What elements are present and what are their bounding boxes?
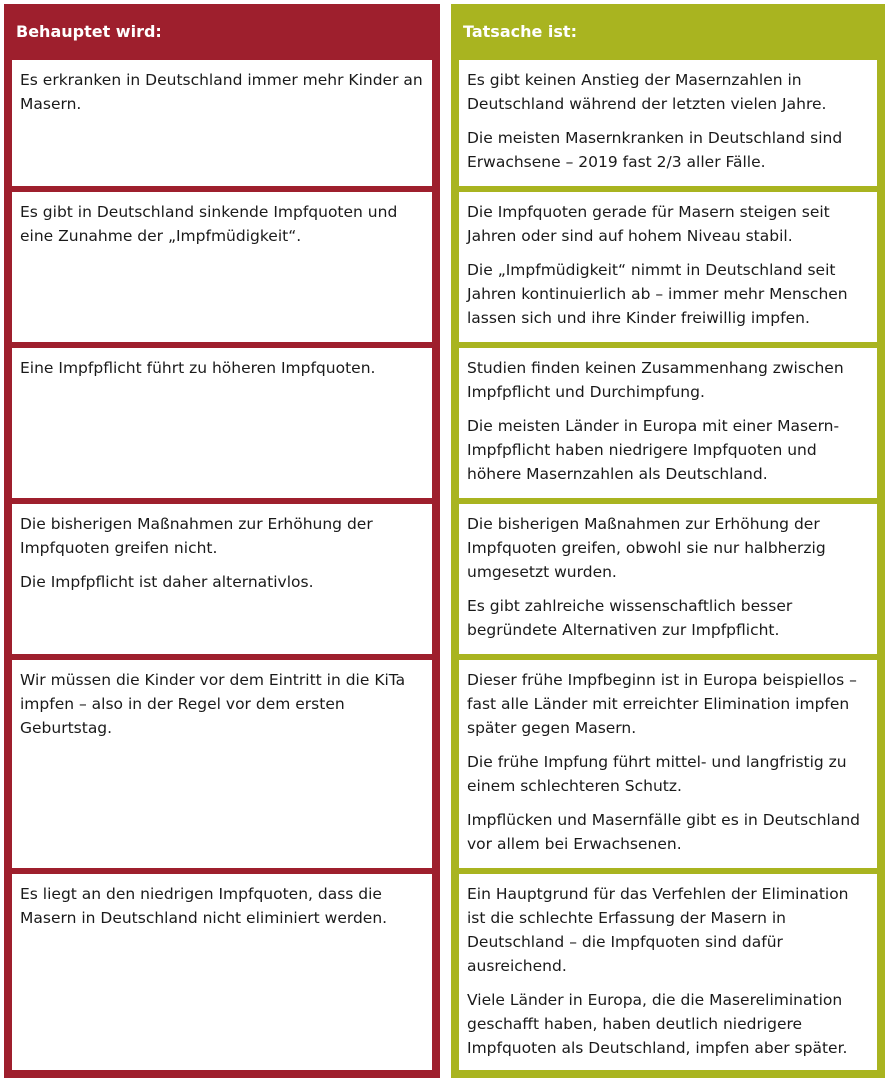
claim-cell (12, 504, 432, 654)
claims-column (4, 4, 440, 1078)
fact-text: Es gibt keinen Anstieg der Masernzahlen in Deutschland während der letzten vielen Jahre. (467, 71, 827, 113)
fact-text: Dieser frühe Impfbeginn ist in Europa beispiellos – fast alle Länder mit erreichter Elimination impfen später gegen Masern. (467, 671, 857, 737)
fact-cell (459, 60, 877, 186)
claims-header: Behauptet wird: (16, 22, 162, 41)
fact-cell (459, 874, 877, 1070)
claim-text: Wir müssen die Kinder vor dem Eintritt in die KiTa impfen – also in der Regel vor dem ersten Geburtstag. (20, 671, 406, 737)
fact-text: Ein Hauptgrund für das Verfehlen der Elimination ist die schlechte Erfassung der Masern in Deutschland – die Impfquoten sind dafür ausreichend. (467, 885, 849, 975)
facts-column (451, 4, 885, 1078)
facts-header: Tatsache ist: (463, 22, 577, 41)
claim-cell (12, 348, 432, 498)
fact-text: Die meisten Länder in Europa mit einer Masern-Impfpflicht haben niedrigere Impfquoten und höhere Masernzahlen als Deutschland. (467, 417, 840, 483)
claim-text: Es gibt in Deutschland sinkende Impfquoten und eine Zunahme der „Impfmüdigkeit“. (20, 203, 398, 245)
claim-text: Es erkranken in Deutschland immer mehr Kinder an Masern. (20, 71, 423, 113)
fact-cell (459, 660, 877, 868)
claim-text: Die bisherigen Maßnahmen zur Erhöhung der Impfquoten greifen nicht. (20, 515, 373, 557)
claim-cell (12, 192, 432, 342)
fact-cell (459, 192, 877, 342)
claim-cell (12, 660, 432, 868)
fact-text: Die bisherigen Maßnahmen zur Erhöhung der Impfquoten greifen, obwohl sie nur halbherzig umgesetzt wurden. (467, 515, 826, 581)
fact-text: Studien finden keinen Zusammenhang zwischen Impfpflicht und Durchimpfung. (467, 359, 844, 401)
fact-text: Die frühe Impfung führt mittel- und langfristig zu einem schlechteren Schutz. (467, 753, 847, 795)
claim-cell (12, 874, 432, 1070)
fact-cell (459, 348, 877, 498)
fact-text: Es gibt zahlreiche wissenschaftlich besser begründete Alternativen zur Impfpflicht. (467, 597, 793, 639)
fact-text: Die Impfquoten gerade für Masern steigen seit Jahren oder sind auf hohem Niveau stabil. (467, 203, 830, 245)
fact-text: Viele Länder in Europa, die die Maserelimination geschafft haben, haben deutlich niedrigere Impfquoten als Deutschland, impfen aber später. (467, 991, 848, 1057)
fact-text: Impflücken und Masernfälle gibt es in Deutschland vor allem bei Erwachsenen. (467, 811, 861, 853)
claim-cell (12, 60, 432, 186)
claim-text: Es liegt an den niedrigen Impfquoten, dass die Masern in Deutschland nicht eliminiert werden. (20, 885, 388, 927)
fact-cell (459, 504, 877, 654)
fact-text: Die meisten Masernkranken in Deutschland sind Erwachsene – 2019 fast 2/3 aller Fälle. (467, 129, 843, 171)
fact-text: Die „Impfmüdigkeit“ nimmt in Deutschland seit Jahren kontinuierlich ab – immer mehr Menschen lassen sich und ihre Kinder freiwillig impfen. (467, 261, 848, 327)
claim-text: Eine Impfpflicht führt zu höheren Impfquoten. (20, 359, 376, 377)
claim-text: Die Impfpflicht ist daher alternativlos. (20, 573, 314, 591)
